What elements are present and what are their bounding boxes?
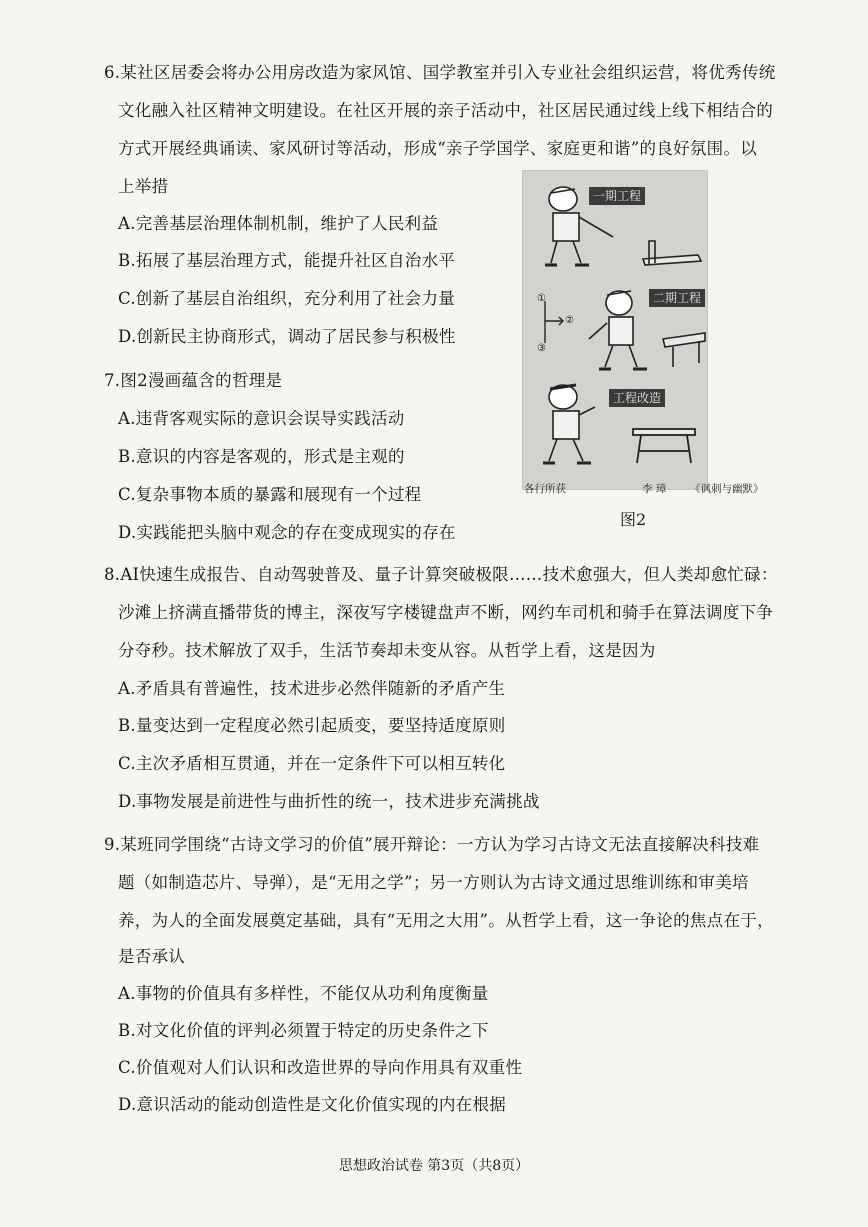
q9-option-c: C.价值观对人们认识和改造世界的导向作用具有双重性: [118, 1058, 523, 1077]
q6-stem-line-3: 方式开展经典诵读、家风研讨等活动，形成“亲子学国学、家庭更和谐”的良好氛围。以: [118, 139, 758, 158]
caption-source: 《讽刺与幽默》: [690, 483, 764, 495]
figure-caption: [524, 481, 764, 497]
panel-label-renovation: 工程改造: [609, 389, 665, 407]
q6-stem-line-4: 上举措: [118, 177, 169, 196]
plank-board-icon: [643, 241, 701, 265]
q6-option-d: D.创新民主协商形式，调动了居民参与积极性: [118, 327, 456, 346]
q9-option-a: A.事物的价值具有多样性，不能仅从功利角度衡量: [118, 984, 489, 1003]
bench-unfinished-icon: [663, 333, 705, 367]
q9-option-b: B.对文化价值的评判必须置于特定的历史条件之下: [118, 1021, 489, 1040]
q7-option-a: A.违背客观实际的意识会误导实践活动: [118, 409, 405, 428]
q6-option-b: B.拓展了基层治理方式，能提升社区自治水平: [118, 251, 456, 270]
q8-option-c: C.主次矛盾相互贯通，并在一定条件下可以相互转化: [118, 754, 506, 773]
arrow-label-1: ①: [537, 293, 546, 304]
caption-title: 各行所获: [524, 483, 566, 495]
carpenter-2-icon: [589, 291, 647, 369]
q8-stem-line-3: 分夺秒。技术解放了双手，生活节奏却未变从容。从哲学上看，这是因为: [118, 641, 656, 660]
page-footer: 思想政治试卷 第3页（共8页）: [338, 1158, 530, 1174]
q7-option-c: C.复杂事物本质的暴露和展现有一个过程: [118, 485, 422, 504]
panel-label-phase-2: 二期工程: [649, 289, 705, 307]
q7-stem: 7.图2漫画蕴含的哲理是: [104, 371, 283, 390]
q6-stem-line-1: 6.某社区居委会将办公用房改造为家风馆、国学教室并引入专业社会组织运营，将优秀传统: [104, 63, 776, 82]
q8-stem-line-1: 8.AI快速生成报告、自动驾驶普及、量子计算突破极限……技术愈强大，但人类却愈忙碌：: [104, 565, 778, 584]
q6-stem-line-2: 文化融入社区精神文明建设。在社区开展的亲子活动中，社区居民通过线上线下相结合的: [118, 101, 774, 120]
q9-stem-line-3: 养，为人的全面发展奠定基础，具有“无用之大用”。从哲学上看，这一争论的焦点在于，: [118, 911, 774, 930]
caption-author: 李 璋: [642, 483, 667, 495]
cartoon-figure: [522, 170, 708, 490]
direction-arrows-icon: [545, 301, 563, 343]
figure-number: 图2: [620, 510, 647, 529]
q8-option-d: D.事物发展是前进性与曲折性的统一，技术进步充满挑战: [118, 792, 540, 811]
cartoon-illustration: [523, 171, 707, 489]
bench-finished-icon: [633, 429, 695, 463]
q8-option-a: A.矛盾具有普遍性，技术进步必然伴随新的矛盾产生: [118, 679, 506, 698]
arrow-label-2: ②: [565, 315, 574, 326]
q9-stem-line-1: 9.某班同学围绕“古诗文学习的价值”展开辩论：一方认为学习古诗文无法直接解决科技难: [104, 835, 760, 854]
q8-stem-line-2: 沙滩上挤满直播带货的博主，深夜写字楼键盘声不断，网约车司机和骑手在算法调度下争: [118, 603, 774, 622]
q6-option-c: C.创新了基层自治组织，充分利用了社会力量: [118, 289, 456, 308]
q9-option-d: D.意识活动的能动创造性是文化价值实现的内在根据: [118, 1095, 507, 1114]
q9-stem-line-4: 是否承认: [118, 947, 186, 966]
q7-option-d: D.实践能把头脑中观念的存在变成现实的存在: [118, 523, 456, 542]
carpenter-3-icon: [543, 385, 595, 463]
arrow-label-3: ③: [537, 343, 546, 354]
q8-option-b: B.量变达到一定程度必然引起质变，要坚持适度原则: [118, 716, 506, 735]
q6-option-a: A.完善基层治理体制机制，维护了人民利益: [118, 214, 439, 233]
panel-label-phase-1: 一期工程: [589, 187, 645, 205]
q9-stem-line-2: 题（如制造芯片、导弹），是“无用之学”；另一方则认为古诗文通过思维训练和审美培: [118, 873, 749, 892]
q7-option-b: B.意识的内容是客观的，形式是主观的: [118, 447, 405, 466]
